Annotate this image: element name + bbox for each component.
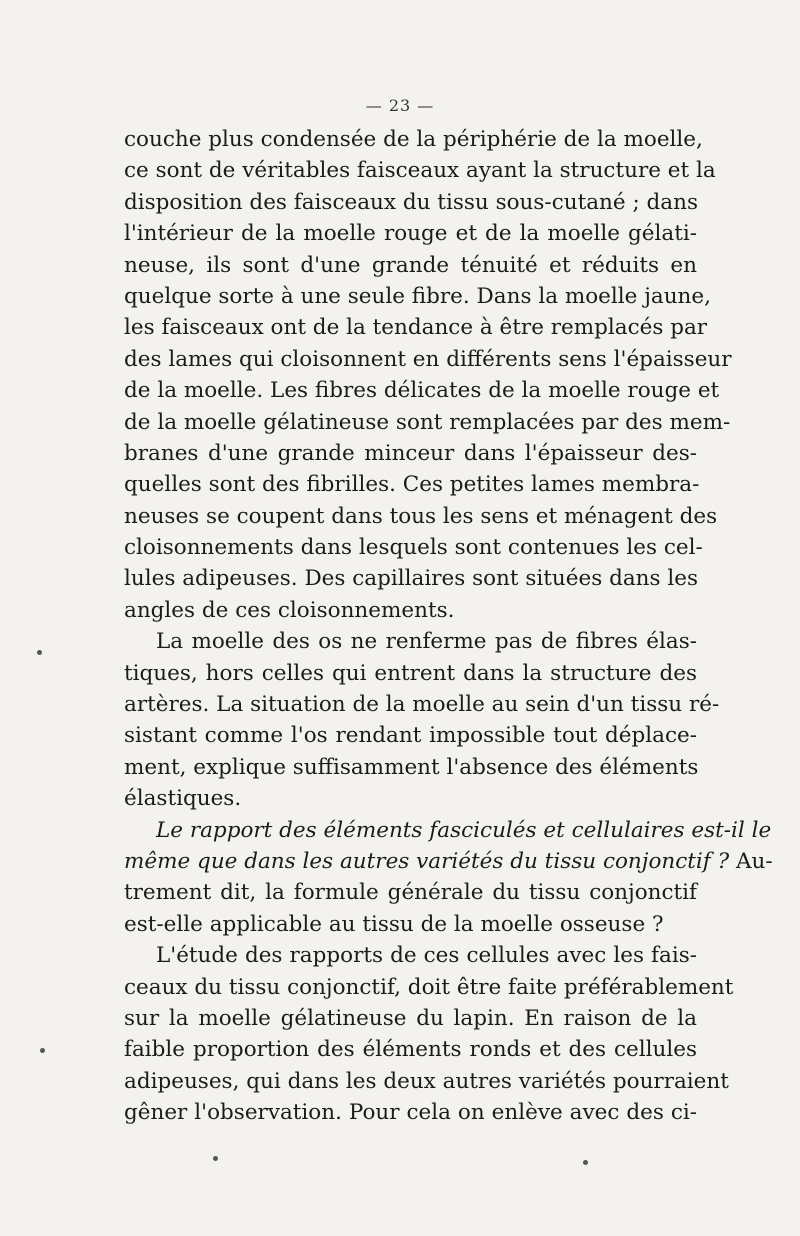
text-line: couche plus condensée de la périphérie de la moelle,: [124, 127, 703, 152]
text-line: les faisceaux ont de la tendance à être remplacés par: [124, 315, 708, 341]
print-speck: [213, 1156, 218, 1161]
text-line: des lames qui cloisonnent en différents sens l'épaisseur: [124, 346, 732, 372]
print-speck: [37, 650, 42, 655]
text-line: adipeuses, qui dans les deux autres variétés pourraient: [124, 1068, 729, 1094]
text-line: de la moelle gélatineuse sont remplacées par des mem-: [124, 409, 731, 435]
text-line: cloisonnements dans lesquels sont contenues les cel-: [124, 535, 703, 561]
print-speck: [40, 1048, 45, 1053]
text-line: [124, 846, 773, 877]
text-line: de la moelle. Les fibres délicates de la moelle rouge et: [124, 378, 720, 404]
roman-span: Au-: [729, 848, 773, 874]
text-line: quelles sont des fibrilles. Ces petites lames membra-: [124, 472, 700, 498]
text-line: branes d'une grande minceur dans l'épaisseur des-: [124, 440, 697, 466]
text-line: ceaux du tissu conjonctif, doit être faite préférablement: [124, 974, 734, 1000]
text-line: neuse, ils sont d'une grande ténuité et réduits en: [124, 252, 697, 278]
text-line: faible proportion des éléments ronds et des cellules: [124, 1037, 697, 1063]
text-line: élastiques.: [124, 786, 242, 812]
text-line: ce sont de véritables faisceaux ayant la structure et la: [124, 158, 716, 184]
text-line: lules adipeuses. Des capillaires sont situées dans les: [124, 566, 699, 592]
text-line: L'étude des rapports de ces cellules avec les fais-: [156, 943, 697, 969]
text-line: ment, explique suffisamment l'absence des éléments: [124, 754, 699, 780]
text-line: La moelle des os ne renferme pas de fibres élas-: [156, 629, 697, 655]
text-line: Le rapport des éléments fasciculés et cellulaires est-il le: [156, 817, 772, 843]
text-line: tiques, hors celles qui entrent dans la structure des: [124, 660, 697, 686]
text-line: est-elle applicable au tissu de la moelle osseuse ?: [124, 911, 664, 937]
text-line: artères. La situation de la moelle au sein d'un tissu ré-: [124, 692, 720, 718]
text-line: neuses se coupent dans tous les sens et ménagent des: [124, 503, 718, 529]
text-line: sistant comme l'os rendant impossible tout déplace-: [124, 723, 697, 749]
text-line: sur la moelle gélatineuse du lapin. En raison de la: [124, 1005, 697, 1031]
text-line: gêner l'observation. Pour cela on enlève avec des ci-: [124, 1100, 697, 1126]
text-line: l'intérieur de la moelle rouge et de la moelle gélati-: [124, 221, 697, 247]
text-line: quelque sorte à une seule fibre. Dans la moelle jaune,: [124, 283, 711, 309]
text-line: angles de ces cloisonnements.: [124, 597, 455, 623]
italic-span: même que dans les autres variétés du tissu conjonctif ?: [124, 848, 730, 874]
print-speck: [583, 1160, 588, 1165]
body-text: [124, 124, 773, 1129]
text-line: trement dit, la formule générale du tissu conjonctif: [124, 880, 697, 906]
page-number: — 23 —: [365, 96, 435, 115]
text-line: disposition des faisceaux du tissu sous-cutané ; dans: [124, 189, 698, 215]
